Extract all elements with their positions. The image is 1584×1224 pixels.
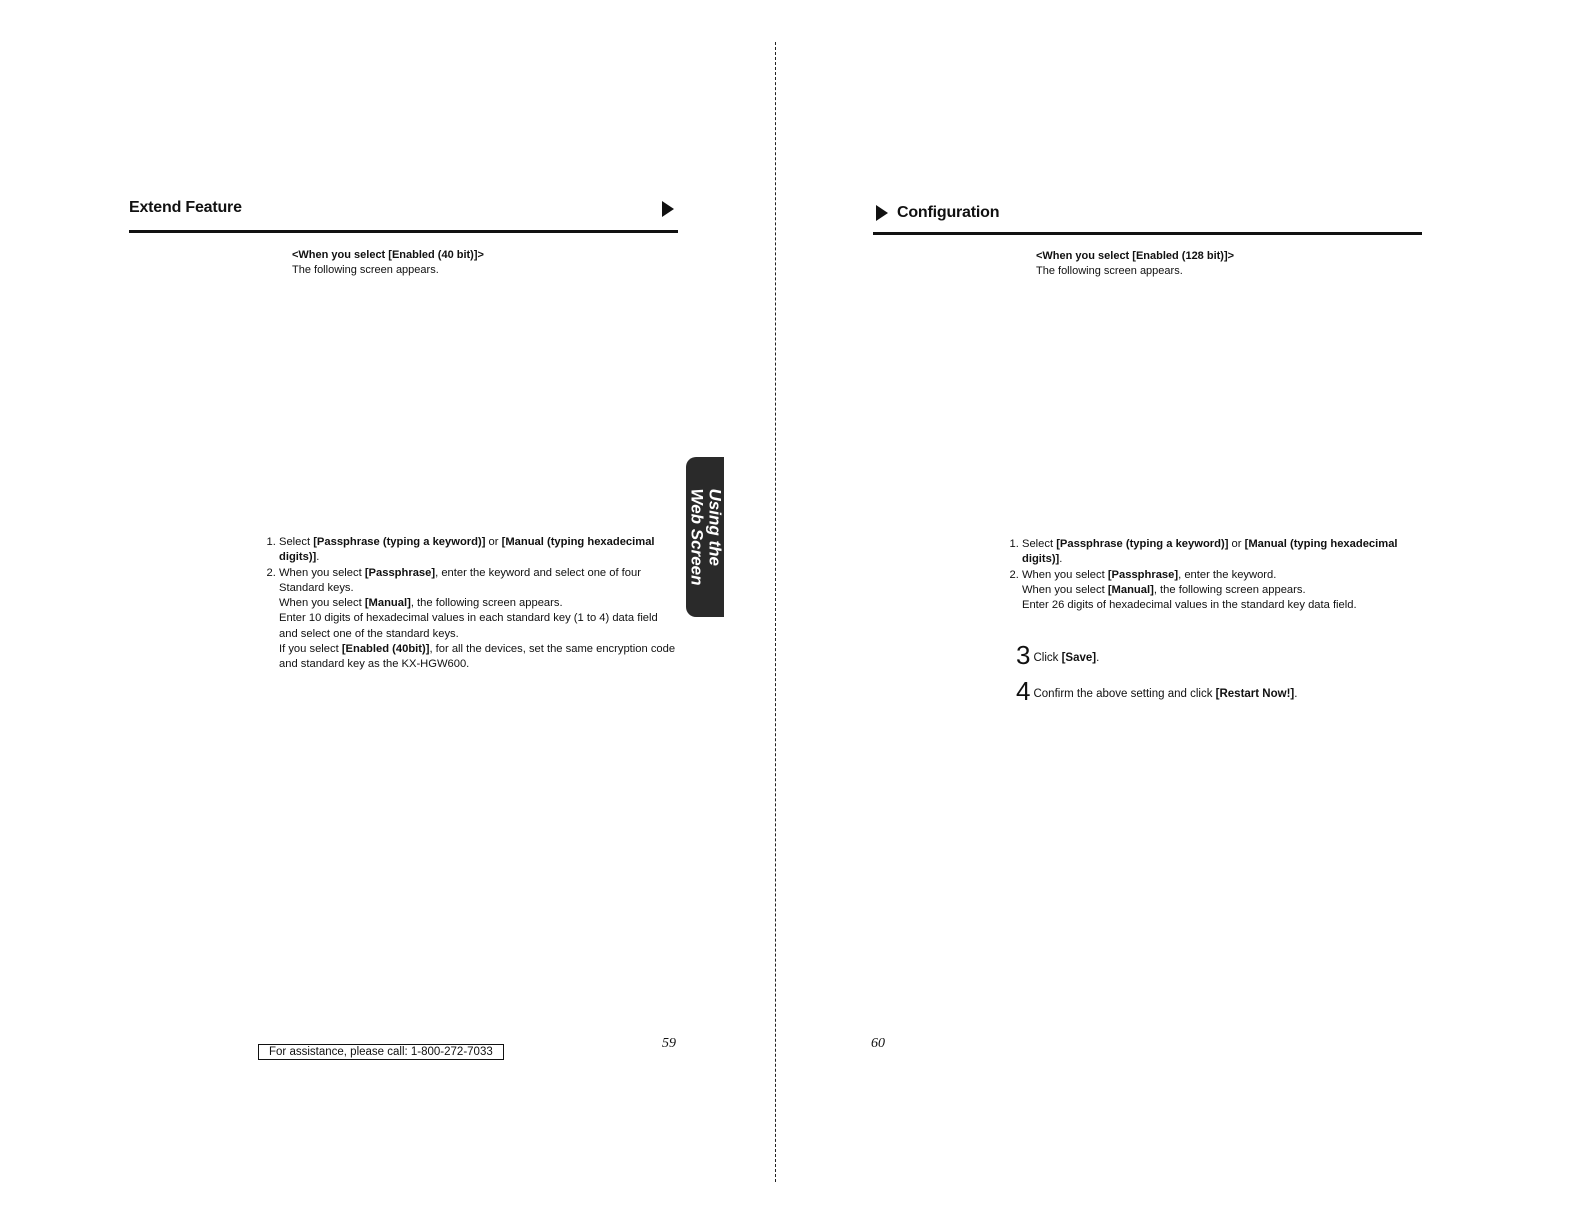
step-text: , the following screen appears. [1153, 583, 1306, 596]
step-bold: [Restart Now!] [1215, 688, 1295, 700]
assistance-box: For assistance, please call: 1-800-272-7033 [258, 1044, 504, 1060]
left-sub-text: The following screen appears. [292, 264, 439, 276]
list-item [1022, 568, 1412, 614]
page-fold-divider [775, 42, 776, 1182]
step-text: , enter the keyword. [1178, 568, 1277, 581]
step-text: Select [1022, 538, 1057, 550]
right-sub-heading: <When you select [Enabled (128 bit)]> [1036, 250, 1235, 262]
right-sub-text: The following screen appears. [1036, 265, 1183, 277]
right-header-rule [873, 232, 1422, 235]
step-text: Click [1033, 652, 1062, 664]
step-number: 3 [1016, 640, 1031, 670]
step-bold: [Save] [1061, 652, 1097, 664]
step-bold: [Passphrase] [1107, 568, 1179, 581]
list-item [279, 566, 679, 673]
step-text: or [1228, 538, 1245, 550]
left-sub-heading: <When you select [Enabled (40 bit)]> [292, 249, 484, 261]
step-bold: [Passphrase (typing a keyword)] [1056, 538, 1229, 550]
step-bold: [Passphrase] [364, 566, 436, 579]
step-number: 4 [1016, 676, 1031, 706]
step-text: , enter the keyword and select one of four Standard keys. [279, 566, 641, 594]
step-text: Select [279, 536, 314, 548]
right-sub-heading-block [1036, 249, 1234, 279]
step-text: or [485, 536, 502, 548]
left-header-title: Extend Feature [129, 199, 242, 216]
side-tab [686, 457, 724, 617]
page-number-left: 59 [662, 1036, 676, 1051]
arrow-right-icon [662, 201, 674, 217]
page-number-right: 60 [871, 1036, 885, 1051]
step-text: , for all the devices, set the same encryption code and standard key as the KX-HGW600. [279, 643, 676, 671]
list-item [279, 535, 679, 566]
step-text: . [316, 551, 320, 564]
list-item [1022, 537, 1412, 568]
right-header-title: Configuration [897, 204, 1000, 221]
step-text: Enter 10 digits of hexadecimal values in each standard key (1 to 4) data field and select one of the standard keys. [279, 612, 658, 640]
step-text: When you select [279, 566, 365, 579]
side-tab-line1: Using the [705, 488, 725, 566]
step-bold: [Enabled (40bit)] [341, 643, 430, 656]
step-text: When you select [279, 597, 365, 610]
step-text: Confirm the above setting and click [1033, 688, 1216, 700]
left-sub-heading-block [292, 248, 484, 278]
right-steps [1002, 537, 1412, 613]
arrow-right-icon [876, 205, 888, 221]
step-text: . [1294, 688, 1298, 700]
step-text: When you select [1022, 568, 1108, 581]
step-3 [1016, 640, 1099, 671]
step-bold: [Manual (typing hexadecimal digits)] [279, 536, 655, 564]
step-text: . [1059, 553, 1063, 566]
step-text: Enter 26 digits of hexadecimal values in the standard key data field. [1022, 599, 1357, 612]
step-bold: [Manual (typing hexadecimal digits)] [1022, 538, 1398, 566]
left-header-rule [129, 230, 678, 233]
left-steps [259, 535, 679, 673]
step-bold: [Manual] [1107, 583, 1154, 596]
step-4 [1016, 676, 1297, 707]
step-text: . [1096, 652, 1100, 664]
step-bold: [Passphrase (typing a keyword)] [313, 536, 486, 548]
step-bold: [Manual] [364, 597, 411, 610]
side-tab-line2: Web Screen [687, 488, 707, 586]
step-text: If you select [279, 643, 342, 656]
side-tab-text [687, 488, 723, 585]
step-text: , the following screen appears. [410, 597, 563, 610]
step-text: When you select [1022, 583, 1108, 596]
